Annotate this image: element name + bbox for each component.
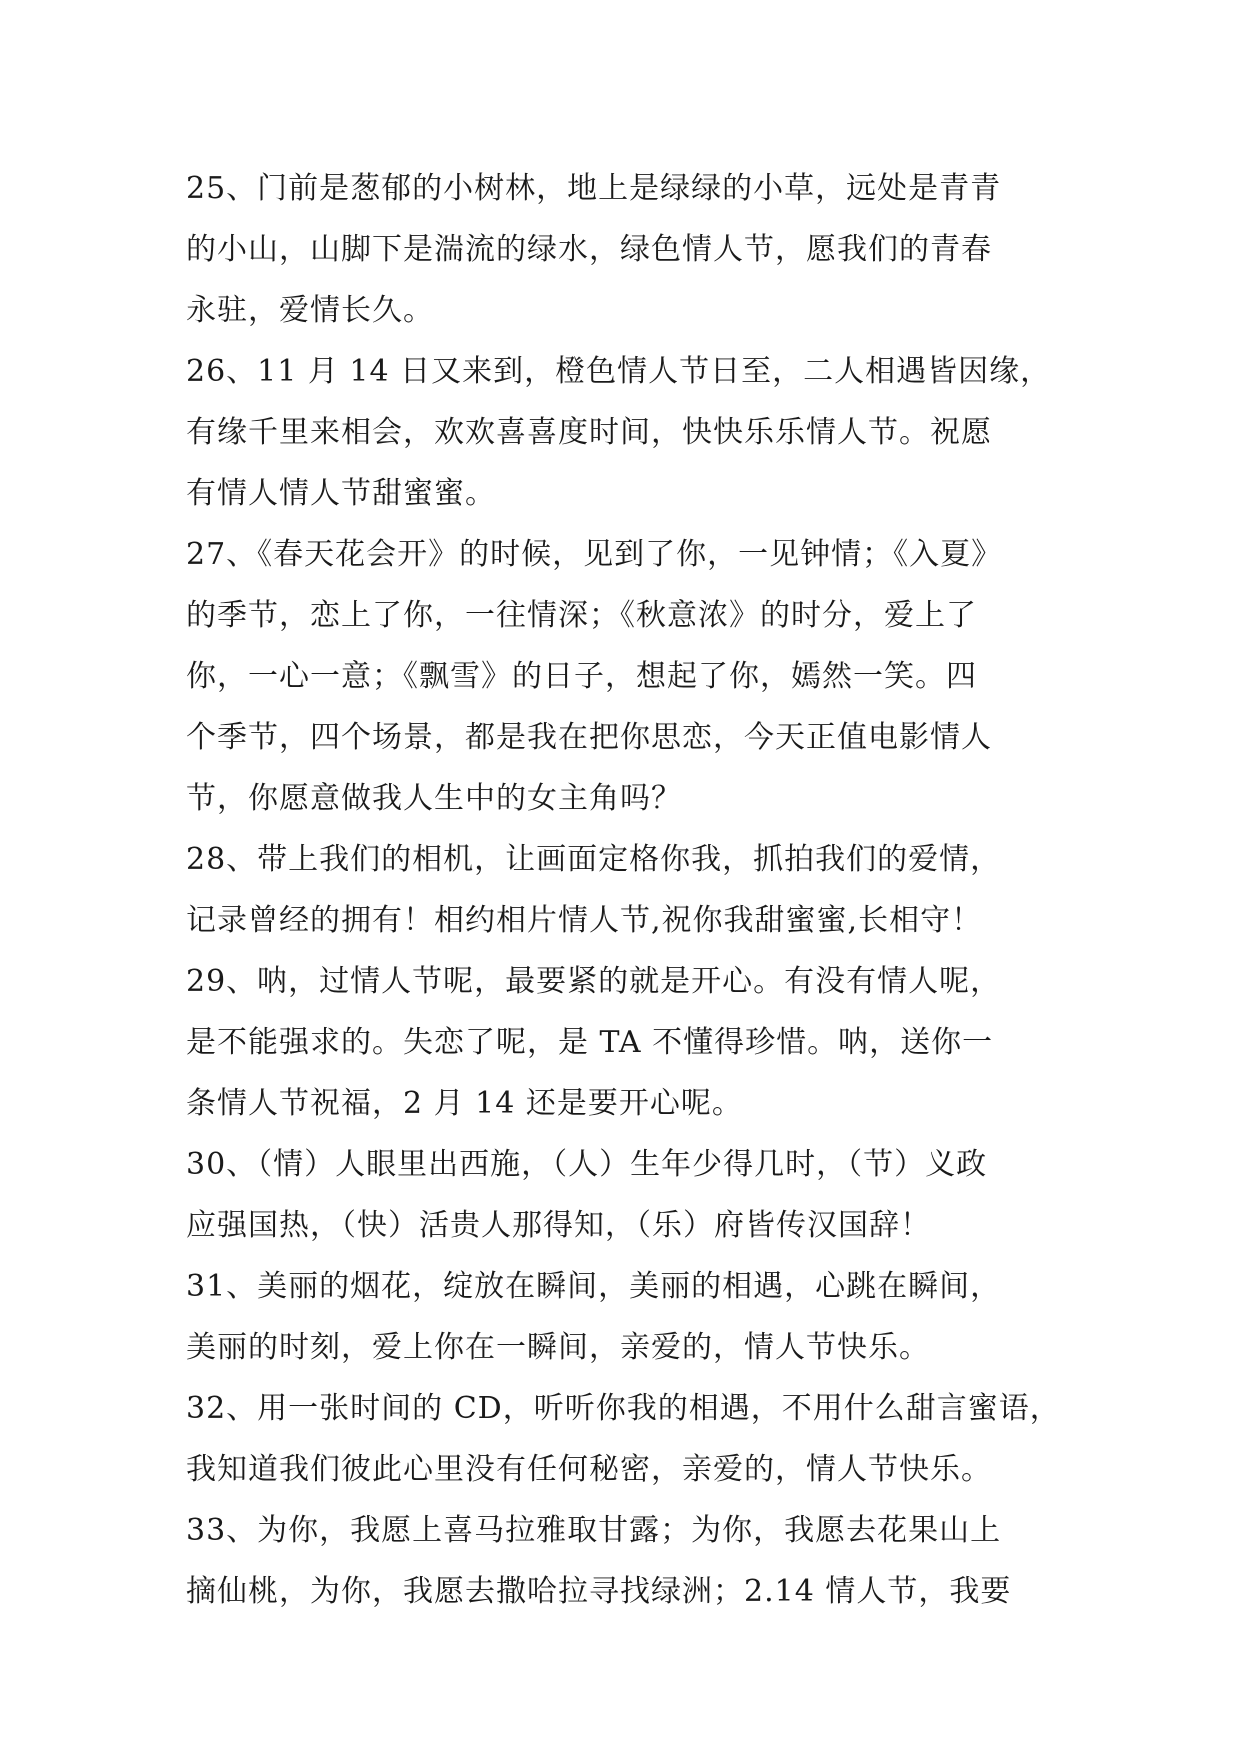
text-line: 25、门前是葱郁的小树林，地上是绿绿的小草，远处是青青 (186, 171, 1002, 206)
text-line: 应强国热，（快）活贵人那得知，（乐）府皆传汉国辞！ (186, 1208, 931, 1243)
text-line: 的小山，山脚下是湍流的绿水，绿色情人节，愿我们的青春 (186, 232, 992, 267)
text-line: 28、带上我们的相机，让画面定格你我，抓拍我们的爱情， (186, 842, 1002, 877)
text-line: 27、《春天花会开》的时候，见到了你，一见钟情；《入夏》 (186, 537, 1003, 572)
text-line: 的季节，恋上了你，一往情深；《秋意浓》的时分，爱上了 (186, 598, 977, 633)
text-line: 节，你愿意做我人生中的女主角吗？ (186, 781, 682, 816)
text-line: 条情人节祝福，2 月 14 还是要开心呢。 (186, 1086, 743, 1121)
text-line: 32、用一张时间的 CD，听听你我的相遇，不用什么甜言蜜语， (186, 1391, 1061, 1426)
text-line: 有缘千里来相会，欢欢喜喜度时间，快快乐乐情人节。祝愿 (186, 415, 992, 450)
text-line: 个季节，四个场景，都是我在把你思恋，今天正值电影情人 (186, 720, 992, 755)
text-line: 我知道我们彼此心里没有任何秘密，亲爱的，情人节快乐。 (186, 1452, 992, 1487)
text-line: 有情人情人节甜蜜蜜。 (186, 476, 496, 511)
document-body (186, 158, 1096, 1622)
text-line: 31、美丽的烟花，绽放在瞬间，美丽的相遇，心跳在瞬间， (186, 1269, 1002, 1304)
text-line: 美丽的时刻，爱上你在一瞬间，亲爱的，情人节快乐。 (186, 1330, 930, 1365)
text-line: 30、（情）人眼里出西施，（人）生年少得几时，（节）义政 (186, 1147, 988, 1182)
text-line: 永驻，爱情长久。 (186, 293, 434, 328)
text-line: 你，一心一意；《飘雪》的日子，想起了你，嫣然一笑。四 (186, 659, 977, 694)
text-line: 记录曾经的拥有！相约相片情人节,祝你我甜蜜蜜,长相守！ (186, 903, 983, 938)
text-line: 29、呐，过情人节呢，最要紧的就是开心。有没有情人呢， (186, 964, 1002, 999)
text-line: 摘仙桃，为你，我愿去撒哈拉寻找绿洲；2.14 情人节，我要 (186, 1574, 1012, 1609)
text-line: 是不能强求的。失恋了呢，是 TA 不懂得珍惜。呐，送你一 (186, 1025, 994, 1060)
text-line: 33、为你，我愿上喜马拉雅取甘露；为你，我愿去花果山上 (186, 1513, 1002, 1548)
text-line: 26、11 月 14 日又来到，橙色情人节日至，二人相遇皆因缘， (186, 354, 1052, 389)
